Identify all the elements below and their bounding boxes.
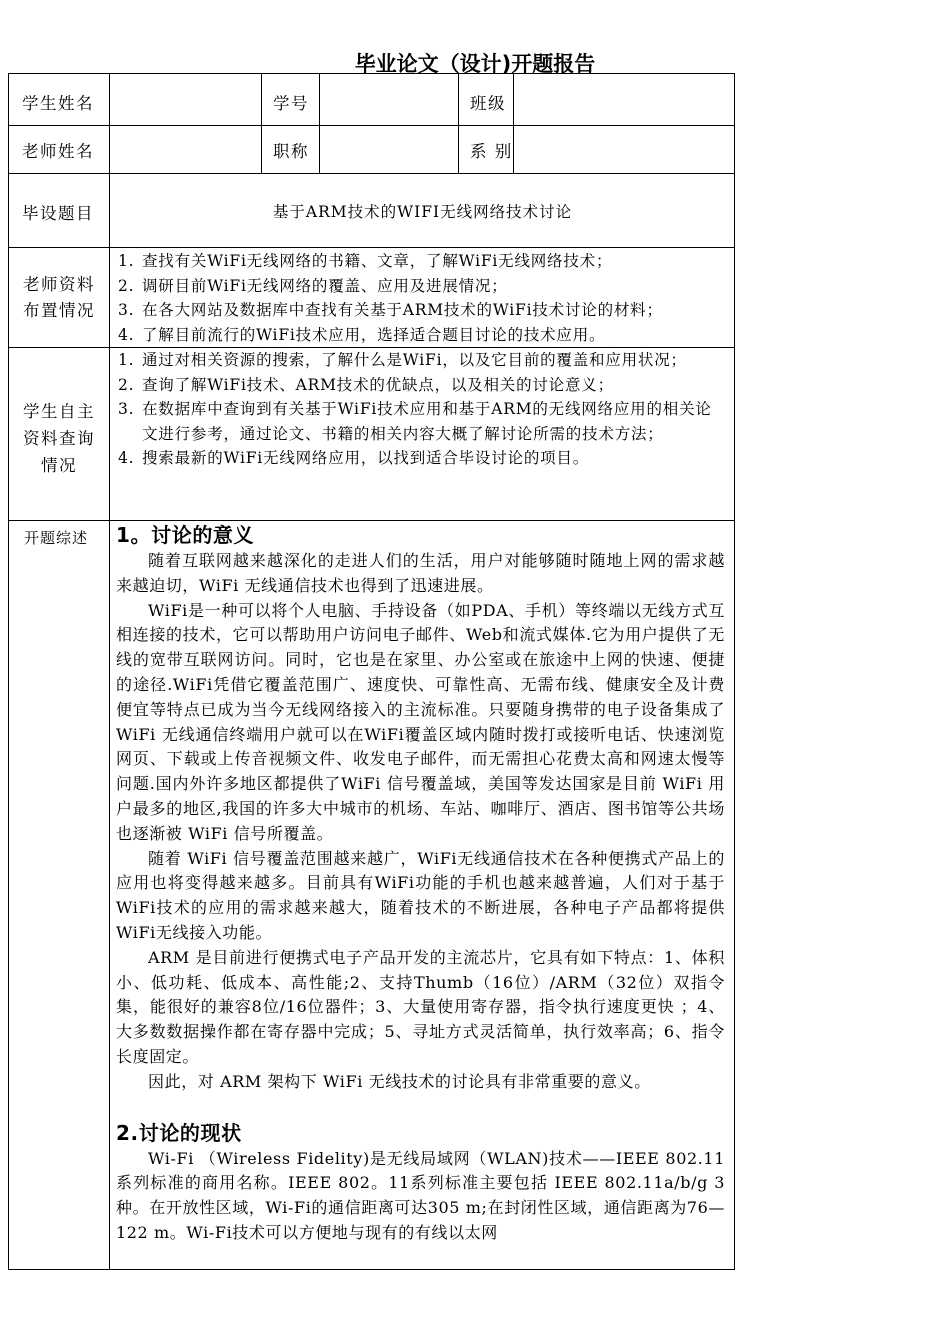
student-name-label: 学生姓名 <box>22 94 94 113</box>
student-id-value <box>320 74 458 125</box>
teacher-assignment-label: 老师资料 布置情况 <box>23 275 95 320</box>
section-heading: 1。讨论的意义 <box>116 523 255 547</box>
topic-label: 毕设题目 <box>22 204 94 223</box>
list-item: 4. 搜索最新的WiFi无线网络应用，以找到适合毕设讨论的项目。 <box>118 449 590 467</box>
list-item: 4. 了解目前流行的WiFi技术应用，选择适合题目讨论的技术应用。 <box>118 325 606 344</box>
teacher-title-label: 职称 <box>273 142 309 161</box>
column-divider <box>458 74 459 173</box>
class-label: 班级 <box>470 94 506 113</box>
paragraph: 随着 WiFi 信号覆盖范围越来越广，WiFi无线通信技术在各种便携式产品上的应用也将变得越来越多。目前具有WiFi功能的手机也越来越普遍，人们对于基于WiFi技术的应用的需求越来越大，随着技术的不断进展，各种电子产品都将提供 WiFi无线接入功能。 <box>116 848 725 942</box>
topic-value: 基于ARM技术的WIFI无线网络技术讨论 <box>272 203 573 221</box>
overview-body <box>108 521 725 1246</box>
list-item: 3. 在数据库中查询到有关基于WiFi技术应用和基于ARM的无线网络应用的相关论文进行参考，通过论文、书籍的相关内容大概了解讨论所需的技术方法； <box>118 400 712 443</box>
paragraph: WiFi是一种可以将个人电脑、手持设备（如PDA、手机）等终端以无线方式互相连接的技术，它可以帮助用户访问电子邮件、Web和流式媒体.它为用户提供了无线的宽带互联网访问。同时，它也是在家里、办公室或在旅途中上网的快速、便捷的途径.WiFi凭借它覆盖范围广、速度快、可靠性高、无需布线、健康安全及计费便宜等特点已成为当今无线网络接入的主流标准。只要随身携带的电子设备集成了 WiFi 无线通信终端用户就可以在WiFi覆盖区域内随时拨打或接听电话、快速浏览网页、下载或上传音视频文件、收发电子邮件，而无需担心花费太高和网速太慢等问题.国内外许多地区都提供了WiFi 信号覆盖域，美国等发达国家是目前 WiFi 用户最多的地区,我国的许多大中城市的机场、车站、咖啡厅、酒店、图书馆等公共场也逐渐被 WiFi 信号所覆盖。 <box>116 600 725 843</box>
spacer <box>108 1095 725 1119</box>
teacher-name-label: 老师姓名 <box>22 142 94 161</box>
paragraph: ARM 是目前进行便携式电子产品开发的主流芯片，它具有如下特点：1、体积小、低功耗、低成本、高性能;2、支持Thumb（16位）/ARM（32位）双指令集，能很好的兼容8位/16位器件；3、大量使用寄存器，指令执行速度更快 ；4、大多数数据操作都在寄存器中完成；5、寻址方式灵活简单，执行效率高；6、指令长度固定。 <box>116 947 725 1066</box>
department-label: 系 别 <box>470 142 513 161</box>
teacher-assignment-list <box>110 249 722 347</box>
row-divider <box>9 173 734 174</box>
section-heading: 2.讨论的现状 <box>116 1120 242 1145</box>
overview-label: 开题综述 <box>24 529 89 547</box>
paragraph: 随着互联网越来越深化的走进人们的生活，用户对能够随时随地上网的需求越来越迫切，WiFi 无线通信技术也得到了迅速进展。 <box>116 551 725 595</box>
list-item: 1. 通过对相关资源的搜索，了解什么是WiFi，以及它目前的覆盖和应用状况； <box>118 351 687 369</box>
list-item: 2. 查询了解WiFi技术、ARM技术的优缺点，以及相关的讨论意义； <box>118 375 614 394</box>
column-divider <box>261 74 262 173</box>
row-divider <box>9 247 734 248</box>
list-item: 2. 调研目前WiFi无线网络的覆盖、应用及进展情况； <box>118 276 508 295</box>
paragraph: Wi-Fi （Wireless Fidelity)是无线局域网（WLAN)技术——IEEE 802.11 系列标准的商用名称。IEEE 802。11系列标准主要包括 IEEE 802.11a/b/g 3种。在开放性区域，Wi-Fi的通信距离可达305 m;在封闭性区域，通信距离为76—122 m。Wi-Fi技术可以方便地与现有的有线以太网 <box>116 1148 725 1242</box>
teacher-title-value <box>320 126 458 173</box>
student-search-label: 学生自主 资料查询 情况 <box>23 402 95 475</box>
class-value <box>514 74 734 125</box>
document-title: 毕业论文（设计)开题报告 <box>354 52 596 76</box>
list-item: 3. 在各大网站及数据库中查找有关基于ARM技术的WiFi技术讨论的材料； <box>118 301 663 319</box>
paragraph: 因此，对 ARM 架构下 WiFi 无线技术的讨论具有非常重要的意义。 <box>148 1071 651 1091</box>
student-id-label: 学号 <box>273 94 309 113</box>
department-value <box>514 126 734 173</box>
list-item: 1. 查找有关WiFi无线网络的书籍、文章，了解WiFi无线网络技术； <box>118 252 613 270</box>
student-name-value <box>110 74 261 125</box>
student-search-list <box>110 348 722 471</box>
teacher-name-value <box>110 126 261 173</box>
